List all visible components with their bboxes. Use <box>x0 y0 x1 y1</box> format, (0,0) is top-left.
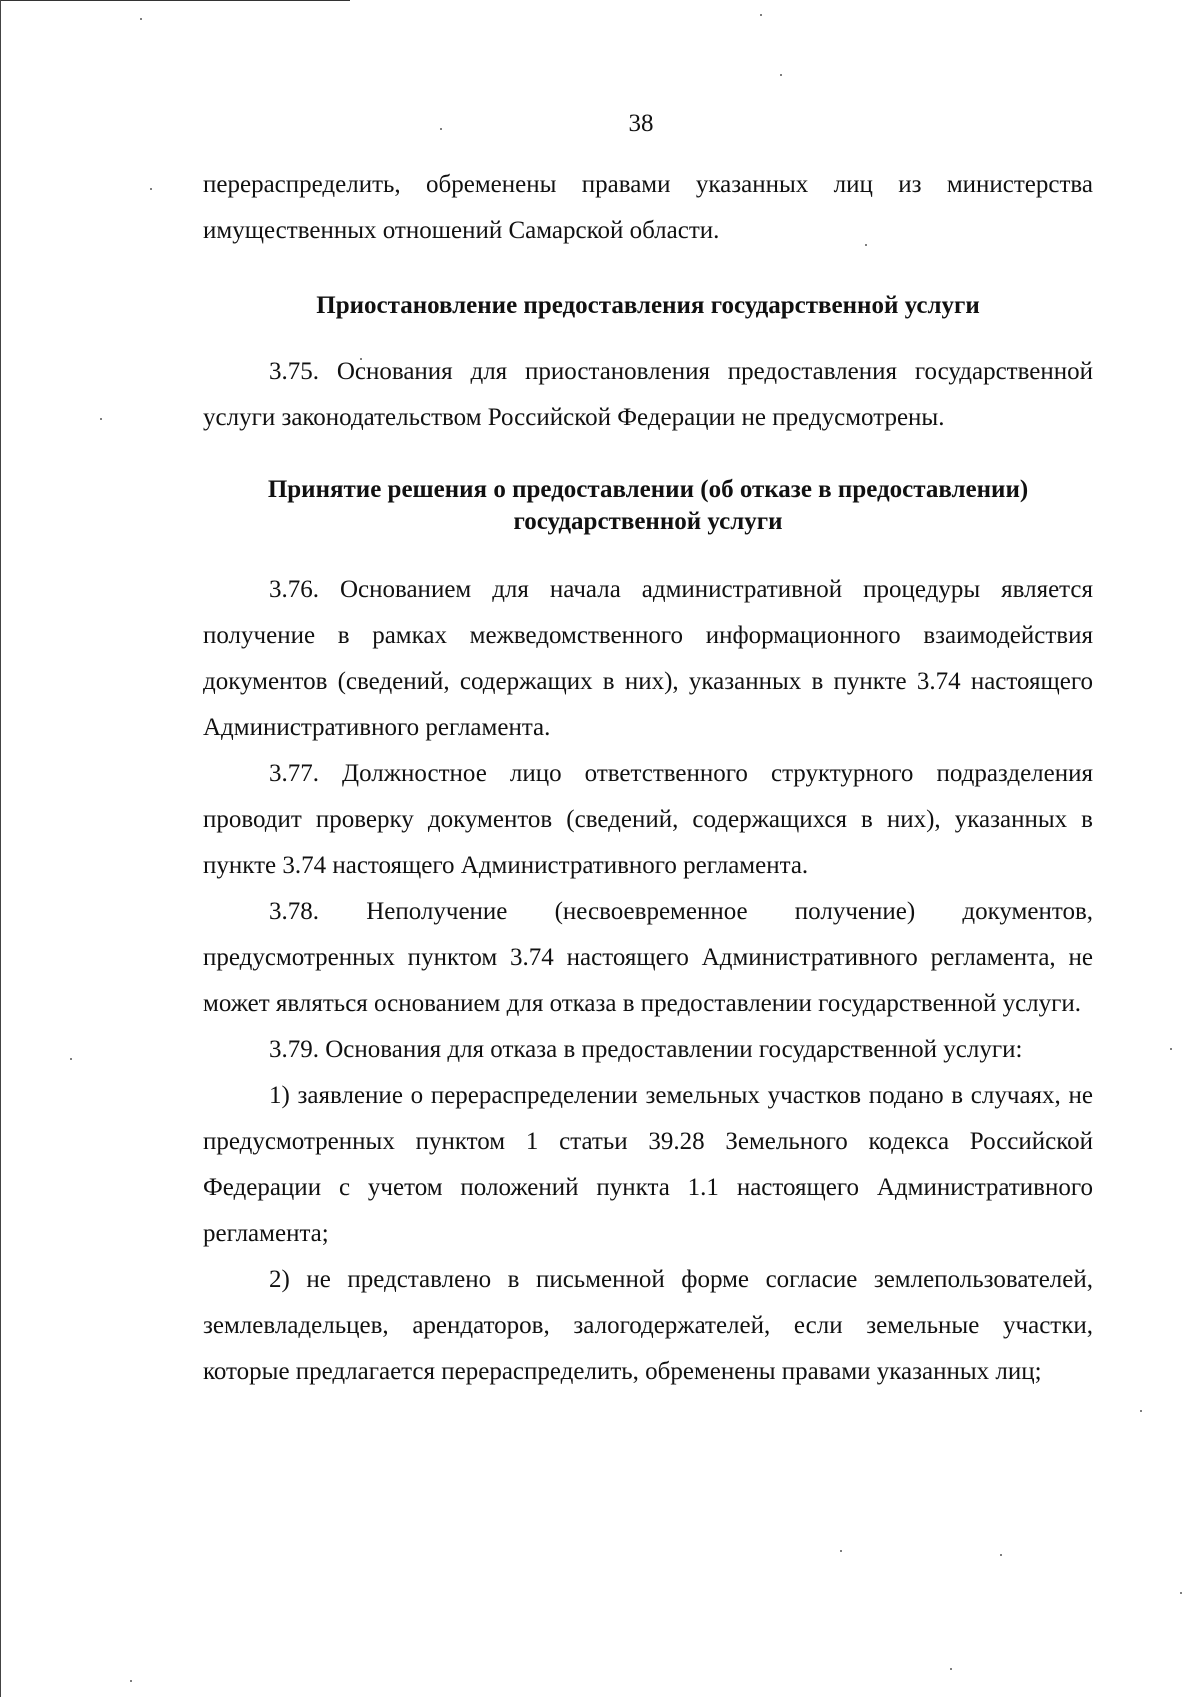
section-heading-decision-line-2: государственной услуги <box>513 508 783 535</box>
scan-speck <box>130 1680 132 1682</box>
intro-line-2: имущественных отношений Самарской области. <box>203 217 720 244</box>
scan-speck <box>1170 1048 1172 1050</box>
paragraph-3-75-text: 3.75. Основания для приостановления предоставления государственной услуги законодательством Российской Федерации не предусмотрены. <box>203 358 1093 431</box>
scan-speck <box>760 14 762 16</box>
intro-line-1: перераспределить, обременены правами указанных лиц из министерства <box>203 171 1093 198</box>
page-number: 38 <box>628 110 654 137</box>
section-heading-suspension: Приостановление предоставления государственной услуги <box>316 292 980 319</box>
scan-edge <box>0 0 350 1</box>
scan-speck <box>150 188 152 190</box>
paragraph-3-78: 3.78. Неполучение (несвоевременное получение) документов, предусмотренных пунктом 3.74 настоящего Административного регламента, не может являться основанием для отказа в предоставлении государственной услуги. <box>203 898 1093 1017</box>
scan-speck <box>1180 1592 1182 1594</box>
paragraph-3-79: 3.79. Основания для отказа в предоставлении государственной услуги: <box>269 1036 1023 1063</box>
paragraph-3-75 <box>203 349 1093 441</box>
scan-speck <box>950 1668 952 1670</box>
scan-speck <box>1140 1410 1142 1412</box>
list-item-2: 2) не представлено в письменной форме согласие землепользователей, землевладельцев, арендаторов, залогодержателей, если земельные участки, которые предлагается перераспределить, обременены правами указанных лиц; <box>203 1266 1093 1385</box>
scan-speck <box>70 1058 72 1060</box>
section-heading-decision-line-1: Принятие решения о предоставлении (об отказе в предоставлении) <box>267 476 1029 503</box>
section-heading-decision <box>203 474 1093 538</box>
scan-speck <box>1000 1554 1002 1556</box>
scan-edge <box>0 0 1 1697</box>
scan-speck <box>780 74 782 76</box>
scan-speck <box>840 1550 842 1552</box>
scan-speck <box>140 18 142 20</box>
paragraphs-block <box>203 567 1093 1395</box>
paragraph-3-77: 3.77. Должностное лицо ответственного структурного подразделения проводит проверку документов (сведений, содержащихся в них), указанных в пункте 3.74 настоящего Административного регламента. <box>203 760 1093 879</box>
paragraph-3-76: 3.76. Основанием для начала административной процедуры является получение в рамках межведомственного информационного взаимодействия документов (сведений, содержащих в них), указанных в пункте 3.74 настоящего Административного регламента. <box>203 576 1093 741</box>
scan-speck <box>100 418 102 420</box>
intro-paragraph <box>203 162 1093 254</box>
list-item-1: 1) заявление о перераспределении земельных участков подано в случаях, не предусмотренных пунктом 1 статьи 39.28 Земельного кодекса Российской Федерации с учетом положений пункта 1.1 настоящего Административного регламента; <box>203 1082 1093 1247</box>
